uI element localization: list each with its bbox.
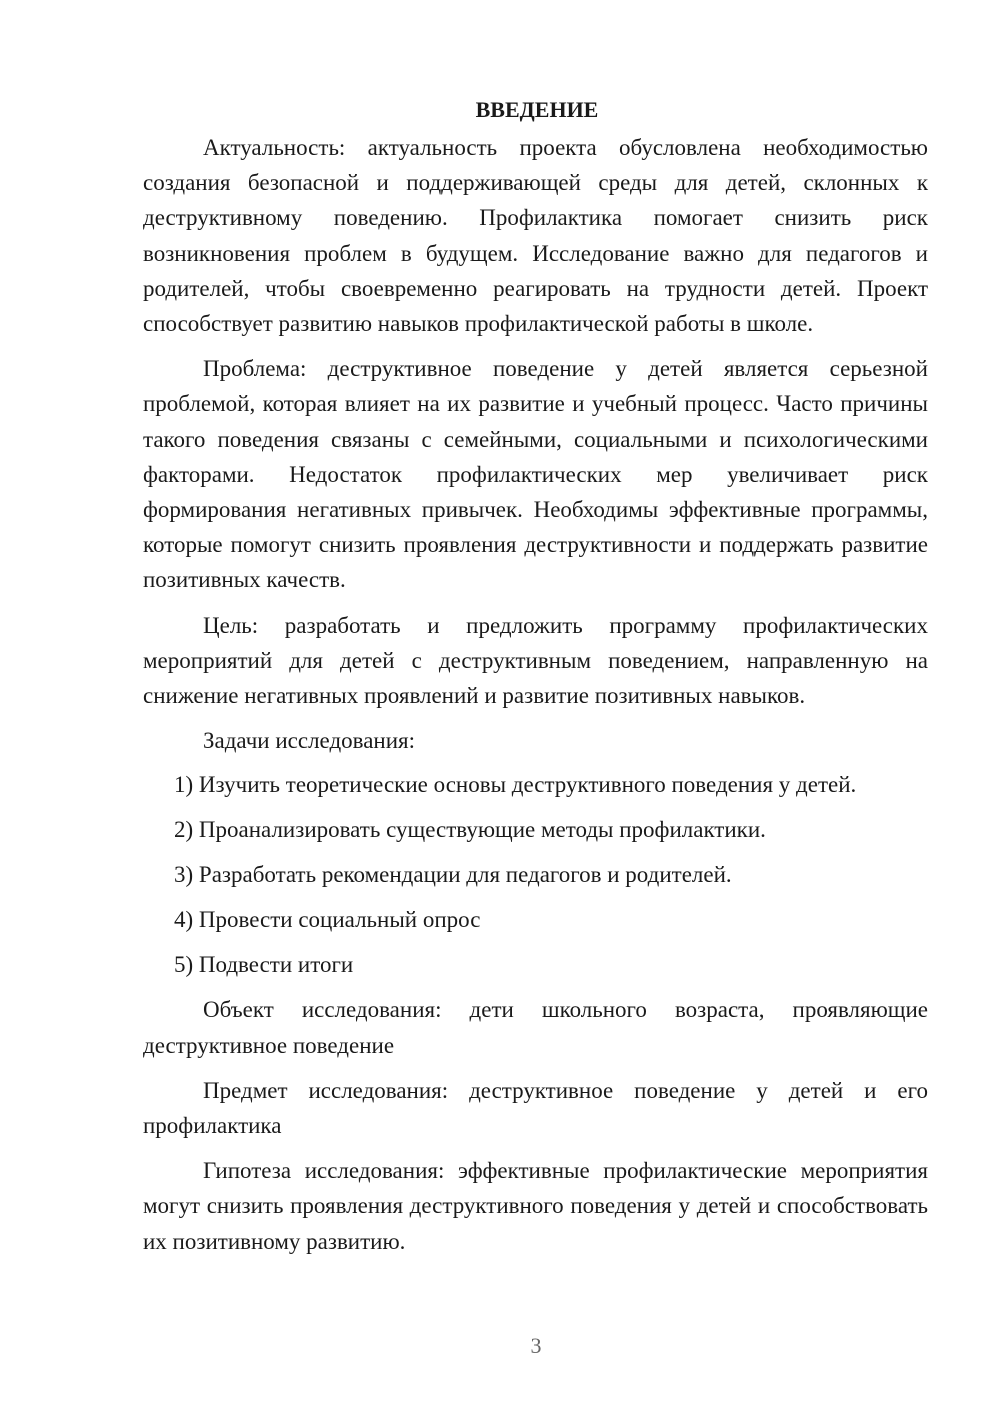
goal-paragraph: Цель: разработать и предложить программу профилактических мероприятий для детей с деструктивным поведением, направленную на снижение негативных проявлений и развитие позитивных навыков. [143,612,928,709]
page-content [143,92,928,1259]
task-item: 5) Подвести итоги [174,952,354,978]
object-paragraph: Объект исследования: дети школьного возраста, проявляющие деструктивное поведение [143,997,928,1058]
task-item: 2) Проанализировать существующие методы профилактики. [174,817,766,843]
task-item: 4) Провести социальный опрос [174,907,481,933]
page-title: ВВЕДЕНИЕ [475,97,599,122]
page-number: 3 [530,1333,542,1358]
task-item: 3) Разработать рекомендации для педагогов и родителей. [174,862,732,888]
tasks-list [143,767,928,982]
task-item: 1) Изучить теоретические основы деструктивного поведения у детей. [174,772,857,798]
problem-paragraph: Проблема: деструктивное поведение у детей является серьезной проблемой, которая влияет на их развитие и учебный процесс. Часто причины такого поведения связаны с семейными, социальными и психологическими факторами. Недостаток профилактических мер увеличивает риск формирования негативных привычек. Необходимы эффективные программы, которые помогут снизить проявления деструктивности и поддержать развитие позитивных качеств. [143,356,928,593]
subject-paragraph: Предмет исследования: деструктивное поведение у детей и его профилактика [143,1077,928,1139]
hypothesis-paragraph: Гипотеза исследования: эффективные профилактические мероприятия могут снизить проявления деструктивного поведения у детей и способствовать их позитивному развитию. [143,1158,928,1254]
relevance-paragraph: Актуальность: актуальность проекта обусловлена необходимостью создания безопасной и поддерживающей среды для детей, склонных к деструктивному поведению. Профилактика помогает снизить риск возникновения проблем в будущем. Исследование важно для педагогов и родителей, чтобы своевременно реагировать на трудности детей. Проект способствует развитию навыков профилактической работы в школе. [143,135,928,337]
tasks-label: Задачи исследования: [203,728,416,754]
